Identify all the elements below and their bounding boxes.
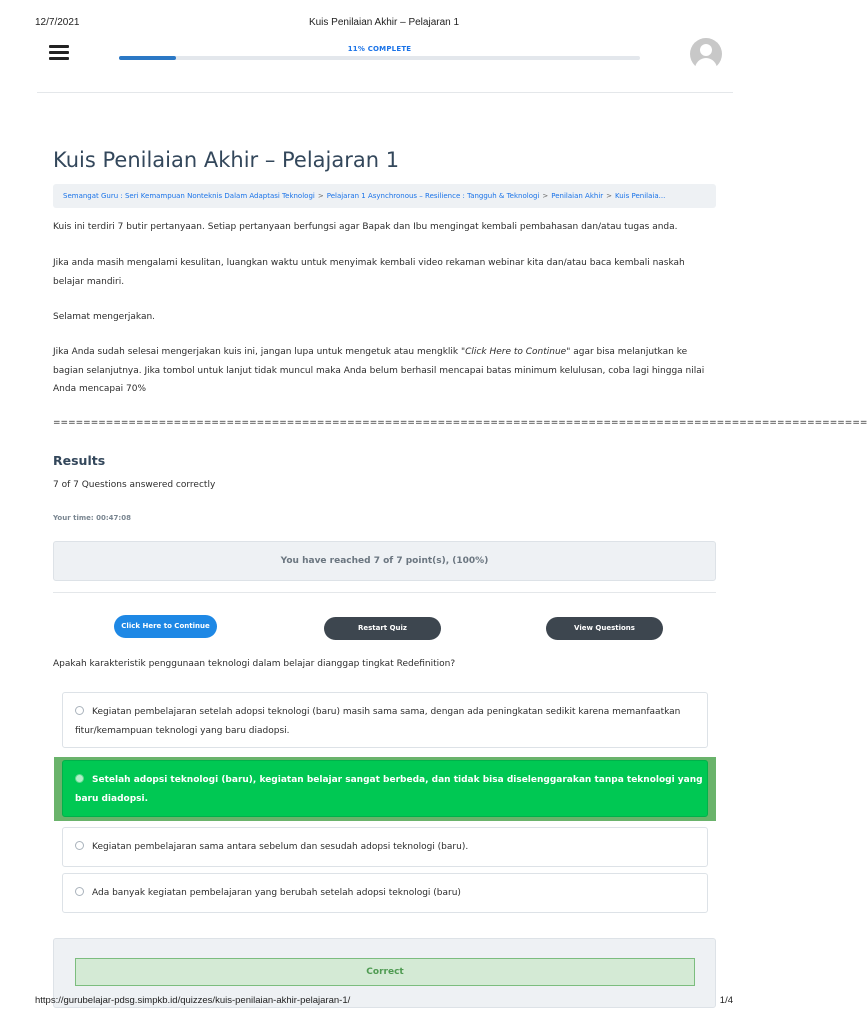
progress-label: 11% COMPLETE bbox=[347, 45, 412, 53]
radio-icon[interactable] bbox=[75, 706, 84, 715]
breadcrumb-separator: > bbox=[606, 192, 613, 200]
print-title: Kuis Penilaian Akhir – Pelajaran 1 bbox=[308, 17, 460, 28]
answer-option[interactable] bbox=[62, 873, 708, 913]
breadcrumb-separator: > bbox=[542, 192, 549, 200]
answer-label: Kegiatan pembelajaran setelah adopsi teknologi (baru) masih sama sama, dengan ada peningkatan sedikit karena memanfaatkan fitur/kemampuan teknologi yang baru diadopsi. bbox=[75, 707, 681, 736]
breadcrumb-separator: > bbox=[317, 192, 324, 200]
intro-paragraph-3: Selamat mengerjakan. bbox=[53, 312, 156, 322]
intro-paragraph-4: Jika Anda sudah selesai mengerjakan kuis ini, jangan lupa untuk mengetuk atau mengklik "Click Here to Continue" agar bisa melanjutkan ke bagian selanjutnya. Jika tombol untuk lanjut tidak muncul maka Anda belum berhasil mencapai batas minimum kelulusan, coba lagi hingga nilai Anda mencapai 70% bbox=[53, 347, 705, 394]
view-questions-button[interactable]: View Questions bbox=[546, 617, 663, 640]
score-box: You have reached 7 of 7 point(s), (100%) bbox=[53, 541, 716, 581]
menu-icon[interactable] bbox=[49, 45, 69, 61]
answer-option-correct[interactable] bbox=[62, 760, 708, 817]
correct-feedback: Correct bbox=[75, 958, 695, 986]
page-title: Kuis Penilaian Akhir – Pelajaran 1 bbox=[53, 148, 400, 172]
progress-fill bbox=[119, 56, 176, 60]
answer-option[interactable] bbox=[62, 827, 708, 867]
results-title: Results bbox=[53, 453, 106, 468]
continue-emphasis: Click Here to Continue bbox=[465, 347, 567, 357]
progress-bar bbox=[119, 56, 640, 60]
question-text: Apakah karakteristik penggunaan teknologi dalam belajar dianggap tingkat Redefinition? bbox=[53, 659, 456, 669]
breadcrumb-topic[interactable]: Penilaian Akhir bbox=[551, 192, 604, 200]
breadcrumb bbox=[53, 184, 716, 208]
intro-paragraph-1: Kuis ini terdiri 7 butir pertanyaan. Setiap pertanyaan berfungsi agar Bapak dan Ibu mengingat kembali pembahasan dan/atau tugas anda. bbox=[53, 222, 678, 232]
results-count: 7 of 7 Questions answered correctly bbox=[53, 480, 216, 490]
answer-label: Setelah adopsi teknologi (baru), kegiatan belajar sangat berbeda, dan tidak bisa diselenggarakan tanpa teknologi yang baru diadopsi. bbox=[75, 775, 703, 804]
answer-option[interactable] bbox=[62, 692, 708, 748]
radio-icon[interactable] bbox=[75, 774, 84, 783]
header-divider bbox=[37, 92, 733, 93]
results-divider bbox=[53, 592, 716, 593]
user-avatar-icon[interactable] bbox=[690, 38, 722, 70]
breadcrumb-lesson[interactable]: Pelajaran 1 Asynchronous – Resilience : Tangguh & Teknologi bbox=[326, 192, 540, 200]
answer-label: Kegiatan pembelajaran sama antara sebelum dan sesudah adopsi teknologi (baru). bbox=[92, 842, 469, 852]
breadcrumb-course[interactable]: Semangat Guru : Seri Kemampuan Nonteknis Dalam Adaptasi Teknologi bbox=[63, 192, 315, 200]
intro-paragraph-2: Jika anda masih mengalami kesulitan, luangkan waktu untuk menyimak kembali video rekaman webinar kita dan/atau baca kembali naskah belajar mandiri. bbox=[53, 258, 685, 287]
breadcrumb-quiz[interactable]: Kuis Penilaia... bbox=[615, 192, 666, 200]
print-url: https://gurubelajar-pdsg.simpkb.id/quizzes/kuis-penilaian-akhir-pelajaran-1/ bbox=[35, 995, 351, 1006]
continue-button[interactable]: Click Here to Continue bbox=[114, 615, 217, 638]
text-separator: ============================================================================================================ bbox=[53, 418, 867, 428]
time-taken: Your time: 00:47:08 bbox=[53, 514, 131, 522]
restart-quiz-button[interactable]: Restart Quiz bbox=[324, 617, 441, 640]
radio-icon[interactable] bbox=[75, 887, 84, 896]
radio-icon[interactable] bbox=[75, 841, 84, 850]
print-page-number: 1/4 bbox=[719, 995, 733, 1006]
print-date: 12/7/2021 bbox=[35, 17, 80, 28]
answer-label: Ada banyak kegiatan pembelajaran yang berubah setelah adopsi teknologi (baru) bbox=[92, 888, 461, 898]
